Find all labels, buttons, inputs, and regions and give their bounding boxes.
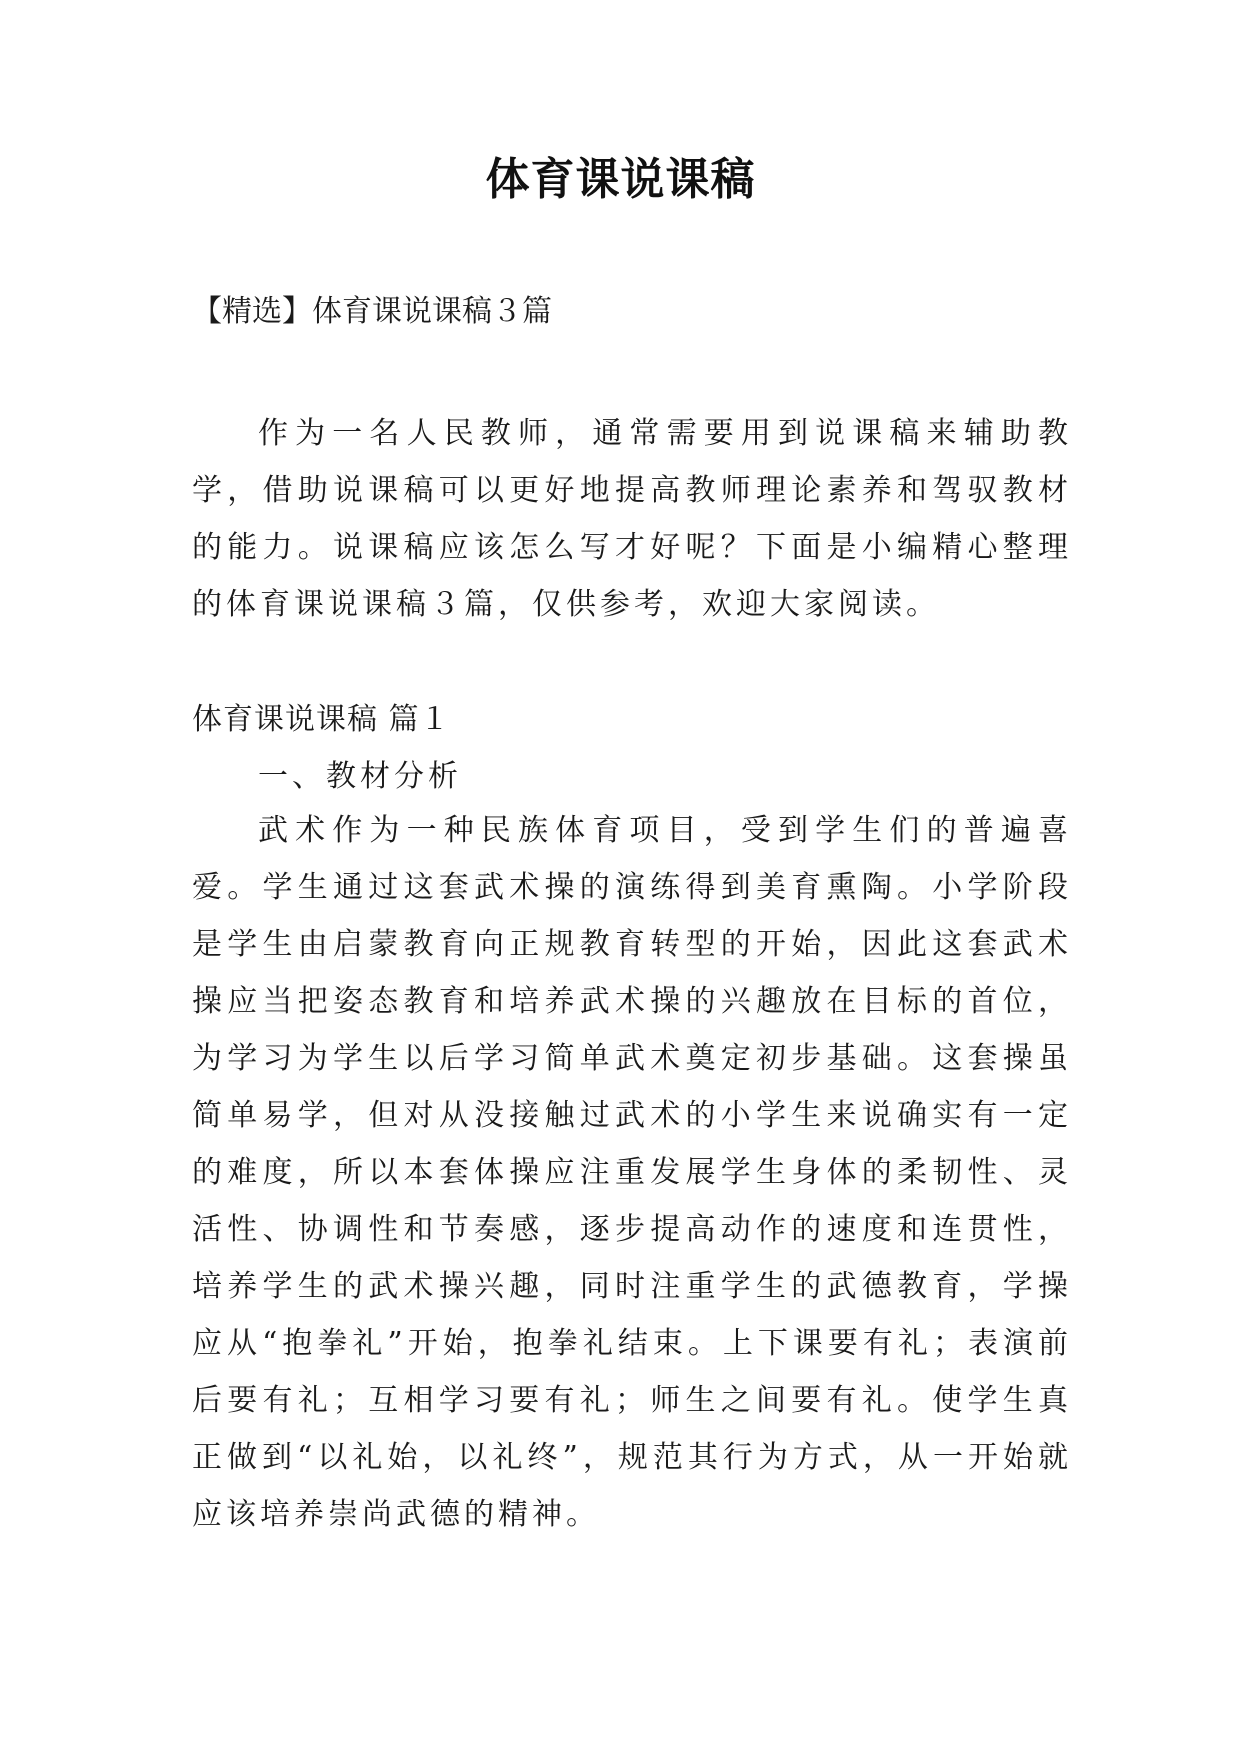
document-subtitle: 【精选】体育课说课稿３篇 — [192, 294, 552, 329]
subsection-heading: 一、教材分析 — [258, 759, 462, 794]
document-title: 体育课说课稿 — [485, 154, 756, 205]
section-heading: 体育课说课稿 篇１ — [192, 702, 451, 737]
body-paragraph: 武术作为一种民族体育项目，受到学生们的普遍喜爱。学生通过这套武术操的演练得到美育熏陶。小学阶段是学生由启蒙教育向正规教育转型的开始，因此这套武术操应当把姿态教育和培养武术操的兴趣放在目标的首位，为学习为学生以后学习简单武术奠定初步基础。这套操虽简单易学，但对从没接触过武术的小学生来说确实有一定的难度，所以本套体操应注重发展学生身体的柔韧性、灵活性、协调性和节奏感，逐步提高动作的速度和连贯性，培养学生的武术操兴趣，同时注重学生的武德教育，学操应从“抱拳礼”开始，抱拳礼结束。上下课要有礼；表演前后要有礼；互相学习要有礼；师生之间要有礼。使学生真正做到“以礼始，以礼终”，规范其行为方式，从一开始就应该培养崇尚武德的精神。 — [192, 813, 1072, 1532]
intro-paragraph: 作为一名人民教师，通常需要用到说课稿来辅助教学，借助说课稿可以更好地提高教师理论素养和驾驭教材的能力。说课稿应该怎么写才好呢？下面是小编精心整理的体育课说课稿３篇，仅供参考，欢迎大家阅读。 — [192, 416, 1072, 622]
